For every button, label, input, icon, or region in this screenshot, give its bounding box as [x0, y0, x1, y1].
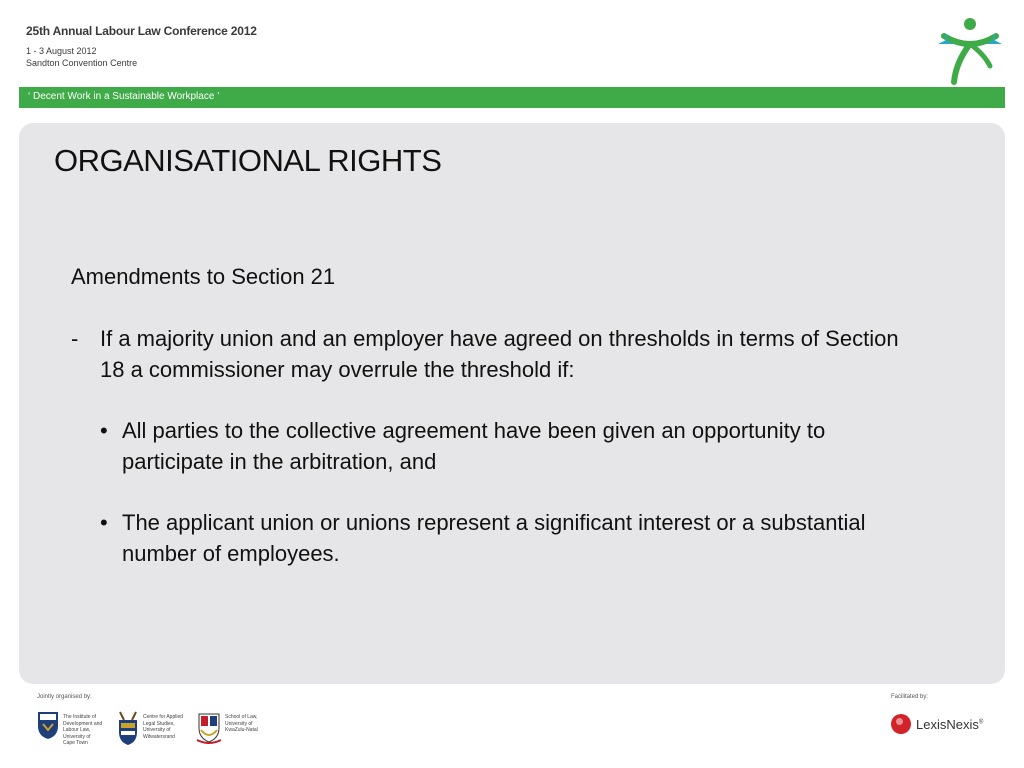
- theme-banner-text: ‘ Decent Work in a Sustainable Workplace ’: [28, 91, 220, 102]
- lexisnexis-logo: [891, 712, 991, 738]
- institution-ukzn: School of Law, University of KwaZulu-Natal: [225, 714, 258, 733]
- bullet-item: The applicant union or unions represent a significant interest or a substantial number of employees.: [122, 510, 866, 566]
- scales-figure-icon: [934, 14, 1006, 86]
- facilitated-by-label: Facilitated by:: [891, 694, 929, 700]
- slide-title: ORGANISATIONAL RIGHTS: [54, 143, 442, 178]
- content-panel: [19, 123, 1005, 684]
- bullet-item: All parties to the collective agreement have been given an opportunity to participate in the arbitration, and: [122, 418, 826, 474]
- institution-uct: The Institute of Development and Labour Law, University of Cape Town: [63, 714, 103, 746]
- bullet-marker: •: [100, 418, 108, 443]
- conference-title: 25th Annual Labour Law Conference 2012: [26, 24, 257, 38]
- jointly-organised-label: Jointly organised by:: [37, 694, 92, 700]
- sponsor-name: LexisNexis®: [916, 717, 984, 732]
- theme-banner: [19, 87, 1005, 108]
- bullet-marker: •: [100, 510, 108, 535]
- section-subheading: Amendments to Section 21: [71, 264, 336, 289]
- conference-venue: Sandton Convention Centre: [26, 58, 138, 68]
- dash-item-text: If a majority union and an employer have agreed on thresholds in terms of Section 18 a commissioner may overrule the threshold if:: [100, 326, 899, 382]
- institution-wits: Centre for Applied Legal Studies, University of Witwatersrand: [143, 714, 184, 740]
- conference-date: 1 - 3 August 2012: [26, 46, 97, 56]
- dash-marker: -: [71, 326, 79, 351]
- ukzn-crest-icon: [196, 710, 222, 744]
- lexisnexis-globe-icon: [891, 714, 911, 734]
- uct-crest-icon: [37, 710, 59, 740]
- wits-crest-icon: [116, 710, 140, 746]
